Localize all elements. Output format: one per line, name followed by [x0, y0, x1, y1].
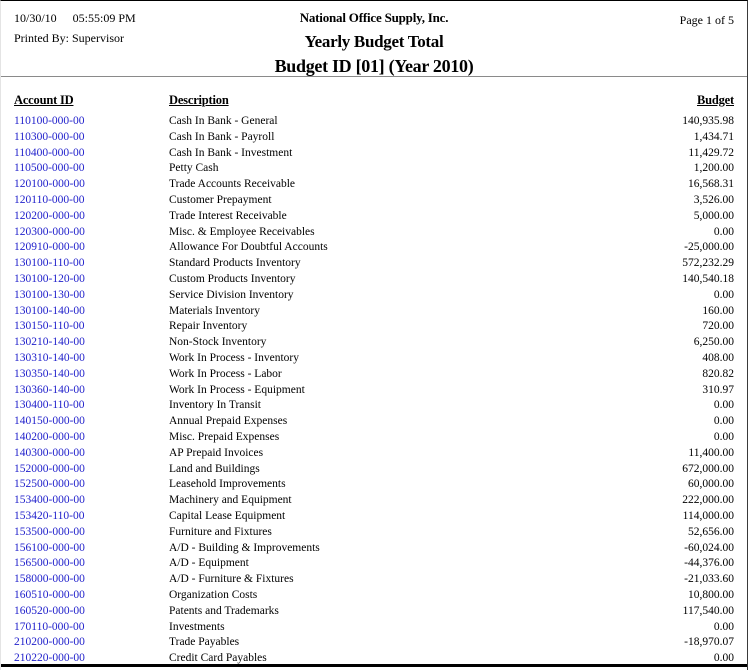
table-row — [14, 493, 734, 509]
row-budget: -21,033.60 — [684, 573, 734, 586]
table-row — [14, 130, 734, 146]
table-row — [14, 446, 734, 462]
row-description: Patents and Trademarks — [169, 604, 279, 617]
account-id-link[interactable]: 130100-130-00 — [14, 288, 85, 301]
row-budget: 140,935.98 — [682, 115, 734, 127]
row-budget: 11,400.00 — [688, 446, 734, 459]
row-budget: -44,376.00 — [684, 557, 734, 570]
row-description: Land and Buildings — [169, 462, 260, 475]
table-row — [14, 509, 734, 525]
table-row — [14, 351, 734, 367]
row-budget: 720.00 — [702, 320, 734, 333]
row-description: Work In Process - Labor — [169, 367, 282, 380]
account-id-link[interactable]: 160520-000-00 — [14, 604, 85, 617]
row-description: A/D - Equipment — [169, 557, 249, 570]
account-id-link[interactable]: 120910-000-00 — [14, 241, 85, 254]
row-description: Organization Costs — [169, 588, 258, 601]
page-number: Page 1 of 5 — [679, 13, 734, 27]
row-budget: -25,000.00 — [684, 241, 734, 254]
row-description: Machinery and Equipment — [169, 494, 292, 507]
account-id-link[interactable]: 130310-140-00 — [14, 351, 85, 364]
row-budget: 820.82 — [702, 367, 734, 380]
row-description: Investments — [169, 620, 225, 633]
column-headers — [1, 93, 747, 108]
account-id-link[interactable]: 110500-000-00 — [14, 162, 85, 175]
table-row — [14, 588, 734, 604]
row-budget: 0.00 — [713, 652, 734, 665]
account-id-link[interactable]: 152500-000-00 — [14, 478, 85, 491]
row-description: Trade Payables — [169, 636, 240, 649]
row-budget: 310.97 — [702, 383, 734, 396]
row-description: Non-Stock Inventory — [169, 336, 267, 349]
account-id-link[interactable]: 210200-000-00 — [14, 636, 85, 649]
row-description: Annual Prepaid Expenses — [169, 415, 288, 428]
row-budget: 16,568.31 — [688, 178, 734, 191]
report-title: Yearly Budget Total — [304, 32, 444, 51]
table-row — [14, 541, 734, 557]
table-row — [14, 193, 734, 209]
row-description: Capital Lease Equipment — [169, 509, 286, 522]
row-budget: 222,000.00 — [682, 494, 734, 507]
row-description: Cash In Bank - General — [169, 115, 278, 127]
row-budget: -60,024.00 — [684, 541, 734, 554]
report-subtitle: Budget ID [01] (Year 2010) — [274, 56, 474, 76]
account-id-link[interactable]: 130360-140-00 — [14, 383, 85, 396]
table-row — [14, 477, 734, 493]
report-header — [1, 1, 747, 77]
table-row — [14, 383, 734, 399]
row-budget: 1,200.00 — [693, 162, 734, 175]
table-row — [14, 604, 734, 620]
account-id-link[interactable]: 156100-000-00 — [14, 541, 85, 554]
table-row — [14, 462, 734, 478]
row-description: Work In Process - Inventory — [169, 351, 300, 364]
row-description: Standard Products Inventory — [169, 257, 301, 270]
row-description: A/D - Building & Improvements — [169, 541, 320, 554]
table-row — [14, 288, 734, 304]
row-description: Furniture and Fixtures — [169, 525, 272, 538]
account-id-link[interactable]: 210220-000-00 — [14, 652, 85, 665]
table-row — [14, 414, 734, 430]
row-budget: 140,540.18 — [682, 272, 734, 285]
row-budget: 117,540.00 — [682, 604, 734, 617]
printed-by: Printed By: Supervisor — [14, 31, 124, 45]
account-id-link[interactable]: 120200-000-00 — [14, 209, 85, 222]
row-budget: 1,434.71 — [693, 130, 734, 143]
row-description: Allowance For Doubtful Accounts — [169, 241, 328, 254]
row-budget: 0.00 — [713, 415, 734, 428]
table-row — [14, 161, 734, 177]
account-id-link[interactable]: 130100-120-00 — [14, 272, 85, 285]
row-description: Customer Prepayment — [169, 193, 272, 206]
table-row — [14, 225, 734, 241]
account-id-link[interactable]: 130210-140-00 — [14, 336, 85, 349]
account-id-link[interactable]: 153400-000-00 — [14, 494, 85, 507]
row-description: AP Prepaid Invoices — [169, 446, 264, 459]
account-id-link[interactable]: 156500-000-00 — [14, 557, 85, 570]
account-id-link[interactable]: 110400-000-00 — [14, 146, 85, 159]
column-header-budget: Budget — [696, 93, 734, 107]
account-id-link[interactable]: 130400-110-00 — [14, 399, 85, 412]
account-id-link[interactable]: 140200-000-00 — [14, 430, 85, 443]
row-budget: 408.00 — [702, 351, 734, 364]
table-row — [14, 556, 734, 572]
row-description: Repair Inventory — [169, 320, 248, 333]
account-id-link[interactable]: 130100-110-00 — [14, 257, 85, 270]
row-budget: 0.00 — [713, 288, 734, 301]
row-description: Trade Accounts Receivable — [169, 178, 296, 191]
row-description: A/D - Furniture & Fixtures — [169, 573, 294, 586]
report-table-body — [1, 114, 747, 667]
table-row — [14, 319, 734, 335]
table-row — [14, 367, 734, 383]
account-id-link[interactable]: 170110-000-00 — [14, 620, 85, 633]
table-row — [14, 525, 734, 541]
print-date: 10/30/10 — [14, 11, 57, 25]
row-description: Leasehold Improvements — [169, 478, 286, 491]
row-description: Cash In Bank - Investment — [169, 146, 293, 159]
row-description: Petty Cash — [169, 162, 219, 175]
row-budget: 160.00 — [702, 304, 734, 317]
table-row — [14, 177, 734, 193]
row-description: Work In Process - Equipment — [169, 383, 305, 396]
row-budget: 5,000.00 — [693, 209, 734, 222]
account-id-link[interactable]: 158000-000-00 — [14, 573, 85, 586]
row-budget: 672,000.00 — [682, 462, 734, 475]
row-budget: 3,526.00 — [693, 193, 734, 206]
table-row — [14, 635, 734, 651]
row-budget: 0.00 — [713, 225, 734, 238]
account-id-link[interactable]: 120110-000-00 — [14, 193, 85, 206]
table-row — [14, 335, 734, 351]
row-description: Materials Inventory — [169, 304, 261, 317]
company-name: National Office Supply, Inc. — [299, 10, 449, 25]
header-divider — [1, 76, 747, 77]
account-id-link[interactable]: 120300-000-00 — [14, 225, 85, 238]
table-row — [14, 146, 734, 162]
account-id-link[interactable]: 160510-000-00 — [14, 588, 85, 601]
table-row — [14, 240, 734, 256]
row-budget: 11,429.72 — [688, 146, 734, 159]
row-budget: 0.00 — [713, 620, 734, 633]
table-row — [14, 256, 734, 272]
row-description: Misc. & Employee Receivables — [169, 225, 315, 238]
account-id-link[interactable]: 130150-110-00 — [14, 320, 85, 333]
row-budget: -18,970.07 — [684, 636, 734, 649]
row-budget: 0.00 — [713, 399, 734, 412]
row-budget: 60,000.00 — [688, 478, 734, 491]
account-id-link[interactable]: 120100-000-00 — [14, 178, 85, 191]
row-budget: 52,656.00 — [688, 525, 734, 538]
row-budget: 10,800.00 — [688, 588, 734, 601]
print-meta — [14, 11, 136, 46]
row-description: Cash In Bank - Payroll — [169, 130, 275, 143]
row-budget: 114,000.00 — [682, 509, 734, 522]
table-row — [14, 398, 734, 414]
row-budget: 572,232.29 — [682, 257, 734, 270]
table-row — [14, 272, 734, 288]
table-row — [14, 572, 734, 588]
account-id-link[interactable]: 140150-000-00 — [14, 415, 85, 428]
row-description: Service Division Inventory — [169, 288, 294, 301]
column-header-description: Description — [169, 93, 229, 107]
table-row — [14, 209, 734, 225]
row-description: Trade Interest Receivable — [169, 209, 287, 222]
bottom-divider — [1, 664, 747, 667]
account-id-link[interactable]: 152000-000-00 — [14, 462, 85, 475]
table-row — [14, 304, 734, 320]
account-id-link[interactable]: 110300-000-00 — [14, 130, 85, 143]
account-id-link[interactable]: 110100-000-00 — [14, 115, 85, 127]
row-budget: 6,250.00 — [693, 336, 734, 349]
row-description: Credit Card Payables — [169, 652, 267, 665]
table-row — [14, 430, 734, 446]
account-id-link[interactable]: 153500-000-00 — [14, 525, 85, 538]
row-budget: 0.00 — [713, 430, 734, 443]
row-description: Misc. Prepaid Expenses — [169, 430, 280, 443]
account-id-link[interactable]: 130350-140-00 — [14, 367, 85, 380]
row-description: Inventory In Transit — [169, 399, 261, 412]
table-row — [14, 114, 734, 130]
account-id-link[interactable]: 153420-110-00 — [14, 509, 85, 522]
column-header-account-id: Account ID — [14, 93, 74, 107]
print-time: 05:55:09 PM — [72, 11, 136, 25]
table-row — [14, 620, 734, 636]
row-description: Custom Products Inventory — [169, 272, 296, 285]
account-id-link[interactable]: 130100-140-00 — [14, 304, 85, 317]
account-id-link[interactable]: 140300-000-00 — [14, 446, 85, 459]
